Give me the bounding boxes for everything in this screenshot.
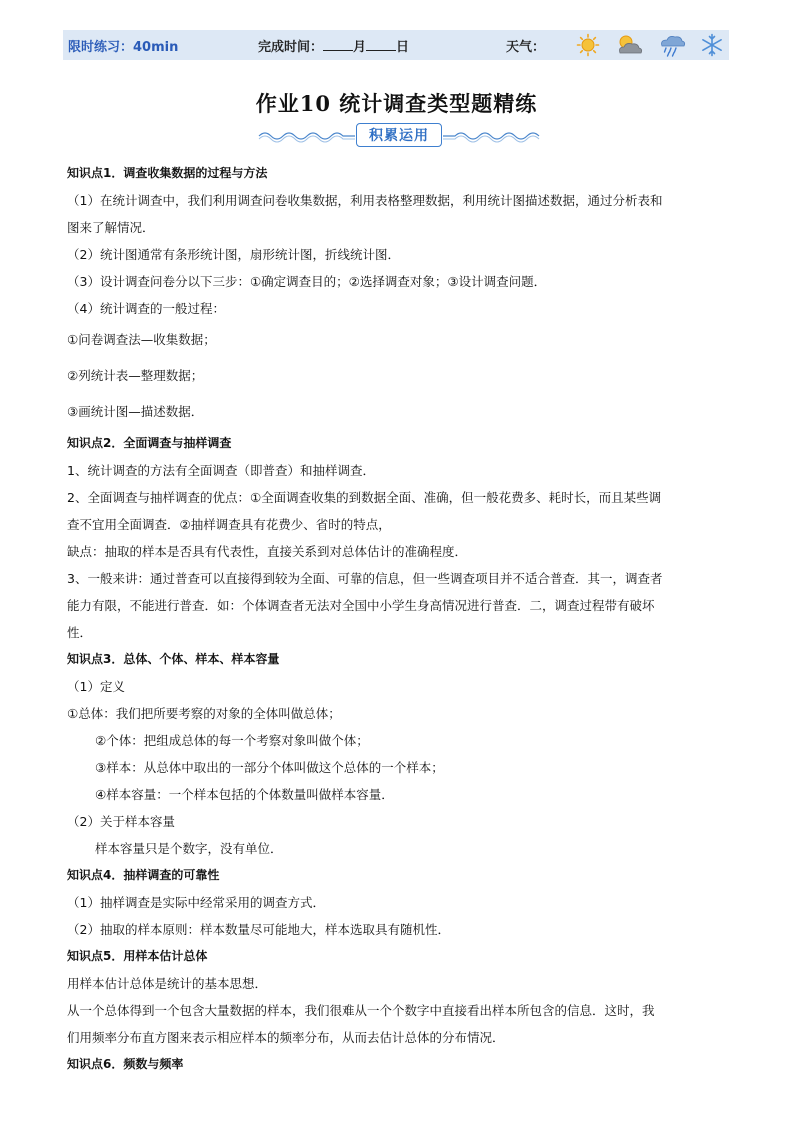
text-line: 能力有限，不能进行普查．如：个体调查者无法对全国中小学生身高情况进行普查．二，调查过程带有破坏 [67, 598, 655, 613]
text-line: 缺点：抽取的样本是否具有代表性，直接关系到对总体估计的准确程度． [67, 544, 468, 559]
text-line: （1）在统计调查中，我们利用调查问卷收集数据，利用表格整理数据，利用统计图描述数据，通过分析表和 [67, 193, 663, 208]
month-label: 月 [353, 39, 367, 55]
day-blank [366, 38, 396, 51]
text-line: ①总体：我们把所要考察的对象的全体叫做总体； [67, 706, 341, 721]
weather-icons [576, 33, 724, 57]
rain-icon [658, 33, 686, 57]
text-line: 2、全面调查与抽样调查的优点：①全面调查收集的到数据全面、准确，但一般花费多、耗时长，而且某些调 [67, 490, 662, 505]
header-bar [63, 30, 729, 60]
text-line: 样本容量只是个数字，没有单位． [95, 841, 283, 856]
text-line: （4）统计调查的一般过程： [67, 301, 225, 316]
knowledge-point-heading: 知识点4．抽样调查的可靠性 [67, 868, 220, 882]
text-line: 1、统计调查的方法有全面调查（即普查）和抽样调查． [67, 463, 375, 478]
completion-label: 完成时间： [258, 39, 324, 55]
knowledge-point-heading: 知识点5．用样本估计总体 [67, 949, 208, 963]
text-line: ③画统计图—描述数据． [67, 404, 204, 419]
text-line: ②列统计表—整理数据； [67, 368, 204, 383]
partly-cloudy-icon [614, 33, 644, 57]
day-label: 日 [396, 39, 410, 55]
completion-time [258, 36, 506, 55]
knowledge-point-heading: 知识点3．总体、个体、样本、样本容量 [67, 652, 280, 666]
content [67, 160, 729, 1078]
text-line: （2）抽取的样本原则：样本数量尽可能地大，样本选取具有随机性． [67, 922, 450, 937]
text-line: （1）抽样调查是实际中经常采用的调查方式． [67, 895, 325, 910]
text-line: （3）设计调查问卷分以下三步：①确定调查目的；②选择调查对象；③设计调查问题． [67, 274, 547, 289]
snowflake-icon [700, 33, 724, 57]
text-line: 性． [67, 625, 93, 640]
text-line: （2）关于样本容量 [67, 814, 175, 829]
text-line: 用样本估计总体是统计的基本思想． [67, 976, 268, 991]
month-blank [323, 38, 353, 51]
section-banner [255, 121, 545, 149]
text-line: 3、一般来讲：通过普查可以直接得到较为全面、可靠的信息，但一些调查项目并不适合普查．其一，调查者 [67, 571, 663, 586]
weather-label: 天气： [506, 39, 546, 55]
knowledge-point-heading: 知识点1．调查收集数据的过程与方法 [67, 166, 268, 180]
text-line: ④样本容量：一个样本包括的个体数量叫做样本容量． [95, 787, 394, 802]
text-line: 们用频率分布直方图来表示相应样本的频率分布，从而去估计总体的分布情况． [67, 1030, 505, 1045]
text-line: 从一个总体得到一个包含大量数据的样本，我们很难从一个个数字中直接看出样本所包含的信息．这时，我 [67, 1003, 655, 1018]
text-line: ③样本：从总体中取出的一部分个体叫做这个总体的一个样本； [95, 760, 444, 775]
text-line: （1）定义 [67, 679, 125, 694]
text-line: 图来了解情况． [67, 220, 155, 235]
text-line: 查不宜用全面调查．②抽样调查具有花费少、省时的特点， [67, 517, 391, 532]
sun-icon [576, 33, 600, 57]
text-line: ②个体：把组成总体的每一个考察对象叫做个体； [95, 733, 369, 748]
time-limit: 限时练习：40min [68, 39, 179, 55]
page-title: 作业10 统计调查类型题精练 [255, 91, 538, 116]
knowledge-point-heading: 知识点6．频数与频率 [67, 1057, 184, 1071]
text-line: （2）统计图通常有条形统计图，扇形统计图，折线统计图． [67, 247, 400, 262]
text-line: ①问卷调查法—收集数据； [67, 332, 216, 347]
knowledge-point-heading: 知识点2．全面调查与抽样调查 [67, 436, 232, 450]
banner-label: 积累运用 [356, 123, 442, 147]
